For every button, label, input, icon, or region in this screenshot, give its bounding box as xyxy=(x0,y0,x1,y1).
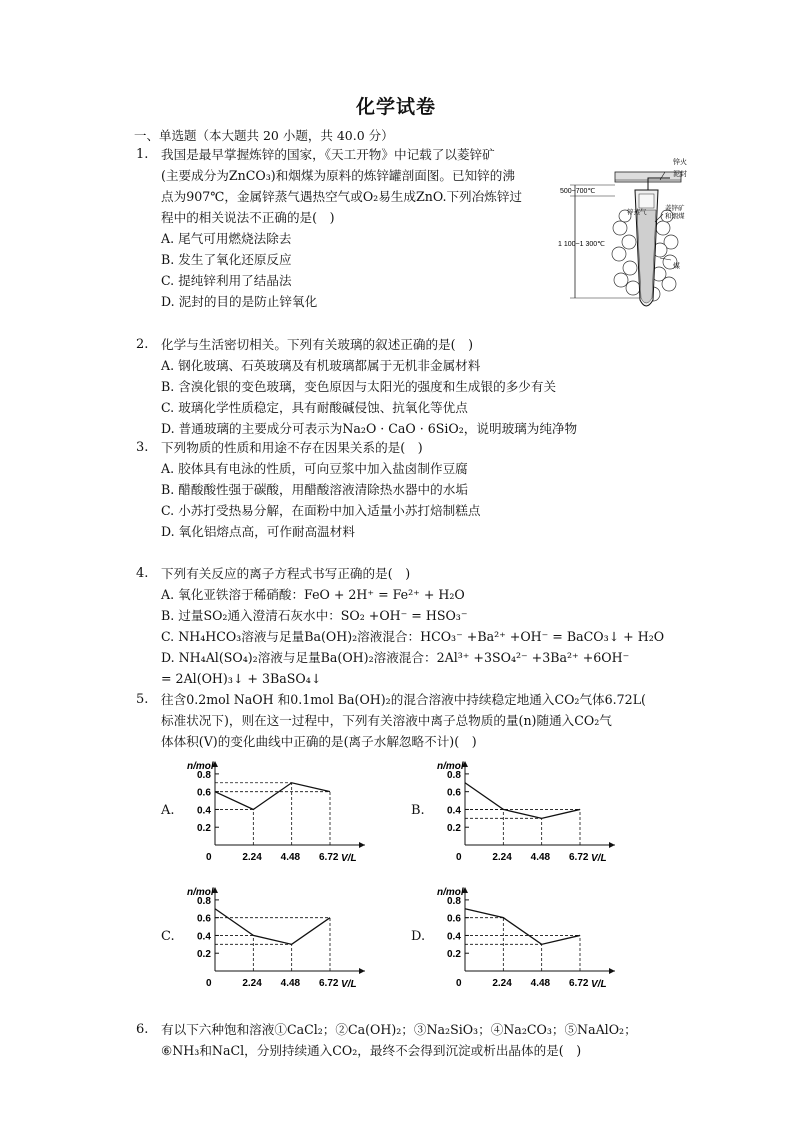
option-d[interactable]: D. 泥封的目的是防止锌氧化 xyxy=(161,294,318,309)
data-series-line xyxy=(215,783,330,810)
question-stem-line: ⑥NH₃和NaCl，分别持续通入CO₂，最终不会得到沉淀或析出晶体的是( ) xyxy=(161,1043,582,1058)
graph-option-b[interactable] xyxy=(433,757,643,867)
question-stem-line: 点为907℃，金属锌蒸气遇热空气或O₂易生成ZnO.下列冶炼锌过 xyxy=(161,189,523,204)
section-heading: 一、单选题（本大题共 20 小题，共 40.0 分） xyxy=(134,128,394,143)
question-number: 2. xyxy=(136,337,149,352)
x-tick-label: 4.48 xyxy=(530,978,551,989)
option-b[interactable]: B. 含溴化银的变色玻璃，变色原因与太阳光的强度和生成银的多少有关 xyxy=(161,379,557,394)
x-tick-label: 4.48 xyxy=(280,852,301,863)
option-d[interactable]: D. 普通玻璃的主要成分可表示为Na₂O · CaO · 6SiO₂，说明玻璃为纯净物 xyxy=(161,421,578,436)
x-axis-label: V/L xyxy=(591,853,607,864)
x-axis-label: V/L xyxy=(591,979,607,990)
origin-label: 0 xyxy=(456,978,462,989)
figure-label-ore: 菱锌矿 xyxy=(665,205,685,212)
option-c[interactable]: C. 小苏打受热易分解，在面粉中加入适量小苏打焙制糕点 xyxy=(161,503,481,518)
question-number: 1. xyxy=(136,147,149,162)
option-d[interactable]: D. NH₄Al(SO₄)₂溶液与足量Ba(OH)₂溶液混合：2Al³⁺ +3SO₄²⁻ +3Ba²⁺ +6OH⁻ xyxy=(161,650,630,665)
option-a[interactable]: A. 钢化玻璃、石英玻璃及有机玻璃都属于无机非金属材料 xyxy=(161,358,481,373)
zinc-smelting-furnace-figure xyxy=(555,150,685,340)
option-a[interactable]: A. 尾气可用燃烧法除去 xyxy=(161,231,292,246)
figure-label-temp-low: 500~700℃ xyxy=(560,188,596,195)
data-series-line xyxy=(465,783,580,819)
figure-label-mud-seal: 泥封 xyxy=(673,171,687,178)
question-stem-line: 体体积(V)的变化曲线中正确的是(离子水解忽略不计)( ) xyxy=(161,734,477,749)
x-tick-label: 4.48 xyxy=(280,978,301,989)
figure-label-zinc-vapor: 锌蒸气 xyxy=(627,209,647,216)
x-axis-label: V/L xyxy=(341,853,357,864)
y-tick-label: 0.6 xyxy=(197,787,211,799)
question-stem: 下列有关反应的离子方程式书写正确的是( ) xyxy=(161,566,411,581)
y-tick-label: 0.2 xyxy=(197,949,211,961)
y-axis-label: n/mol xyxy=(437,761,464,772)
question-stem-line: 标准状况下)，则在这一过程中，下列有关溶液中离子总物质的量(n)随通入CO₂气 xyxy=(161,713,612,728)
option-a[interactable]: A. 氧化亚铁溶于稀硝酸：FeO + 2H⁺ = Fe²⁺ + H₂O xyxy=(161,587,465,602)
y-tick-label: 0.2 xyxy=(447,949,461,961)
question-number: 5. xyxy=(136,692,149,707)
x-tick-label: 2.24 xyxy=(242,852,262,863)
y-axis-label: n/mol xyxy=(187,887,214,898)
y-tick-label: 0.8 xyxy=(197,769,211,781)
option-b[interactable]: B. 醋酸酸性强于碳酸，用醋酸溶液清除热水器中的水垢 xyxy=(161,482,468,497)
origin-label: 0 xyxy=(456,852,462,863)
figure-label-coal-mix: 和烟煤 xyxy=(665,213,685,220)
y-tick-label: 0.6 xyxy=(197,913,211,925)
x-tick-label: 2.24 xyxy=(492,978,512,989)
x-tick-label: 2.24 xyxy=(242,978,262,989)
x-axis-label: V/L xyxy=(341,979,357,990)
question-stem: 化学与生活密切相关。下列有关玻璃的叙述正确的是( ) xyxy=(161,337,474,352)
y-tick-label: 0.4 xyxy=(197,805,211,817)
option-b[interactable]: B. 过量SO₂通入澄清石灰水中：SO₂ +OH⁻ = HSO₃⁻ xyxy=(161,608,468,623)
y-axis-label: n/mol xyxy=(437,887,464,898)
y-tick-label: 0.4 xyxy=(447,805,461,817)
question-number: 4. xyxy=(136,566,149,581)
x-tick-label: 4.48 xyxy=(530,852,551,863)
data-series-line xyxy=(215,909,330,945)
figure-label-zinc-fire: 锌火 xyxy=(673,159,687,166)
x-tick-label: 2.24 xyxy=(492,852,512,863)
graph-option-c[interactable] xyxy=(183,883,393,993)
option-c[interactable]: C. 玻璃化学性质稳定，具有耐酸碱侵蚀、抗氧化等优点 xyxy=(161,400,468,415)
y-tick-label: 0.6 xyxy=(447,913,461,925)
y-tick-label: 0.8 xyxy=(447,895,461,907)
question-stem: 下列物质的性质和用途不存在因果关系的是( ) xyxy=(161,440,423,455)
question-stem-line: 有以下六种饱和溶液①CaCl₂；②Ca(OH)₂；③Na₂SiO₃；④Na₂CO₃；⑤NaAlO₂； xyxy=(161,1022,637,1037)
question-stem-line: (主要成分为ZnCO₃)和烟煤为原料的炼锌罐剖面图。已知锌的沸 xyxy=(161,168,515,183)
origin-label: 0 xyxy=(206,852,212,863)
option-a[interactable]: A. 胶体具有电泳的性质，可向豆浆中加入盐卤制作豆腐 xyxy=(161,461,468,476)
figure-label-coal: 煤 xyxy=(673,263,680,270)
x-axis-arrow xyxy=(359,842,365,848)
question-number: 6. xyxy=(136,1022,149,1037)
x-axis-arrow xyxy=(609,842,615,848)
origin-label: 0 xyxy=(206,978,212,989)
y-tick-label: 0.6 xyxy=(447,787,461,799)
y-tick-label: 0.4 xyxy=(197,931,211,943)
y-tick-label: 0.2 xyxy=(447,823,461,835)
x-tick-label: 6.72 xyxy=(319,852,339,863)
option-c[interactable]: C. NH₄HCO₃溶液与足量Ba(OH)₂溶液混合：HCO₃⁻ +Ba²⁺ +OH⁻ = BaCO₃↓ + H₂O xyxy=(161,629,665,644)
option-b-label[interactable]: B. xyxy=(411,803,425,818)
question-stem-line: 程中的相关说法不正确的是( ) xyxy=(161,210,335,225)
x-axis-arrow xyxy=(359,968,365,974)
x-tick-label: 6.72 xyxy=(569,852,589,863)
y-tick-label: 0.8 xyxy=(447,769,461,781)
option-b[interactable]: B. 发生了氧化还原反应 xyxy=(161,252,292,267)
y-axis-label: n/mol xyxy=(187,761,214,772)
page-title: 化学试卷 xyxy=(356,96,437,118)
question-number: 3. xyxy=(136,440,149,455)
option-a-label[interactable]: A. xyxy=(161,803,175,818)
data-series-line xyxy=(465,909,580,945)
x-axis-arrow xyxy=(609,968,615,974)
x-tick-label: 6.72 xyxy=(319,978,339,989)
option-d-label[interactable]: D. xyxy=(411,929,426,944)
graph-option-a[interactable] xyxy=(183,757,393,867)
figure-label-temp-high: 1 100~1 300℃ xyxy=(558,241,605,248)
x-tick-label: 6.72 xyxy=(569,978,589,989)
y-tick-label: 0.2 xyxy=(197,823,211,835)
option-d[interactable]: D. 氧化铝熔点高，可作耐高温材料 xyxy=(161,524,355,539)
y-tick-label: 0.8 xyxy=(197,895,211,907)
graph-option-d[interactable] xyxy=(433,883,643,993)
y-tick-label: 0.4 xyxy=(447,931,461,943)
option-c[interactable]: C. 提纯锌利用了结晶法 xyxy=(161,273,292,288)
option-c-label[interactable]: C. xyxy=(161,929,175,944)
question-stem-line: 往含0.2mol NaOH 和0.1mol Ba(OH)₂的混合溶液中持续稳定地通入CO₂气体6.72L( xyxy=(161,692,646,707)
option-d-continued: = 2Al(OH)₃↓ + 3BaSO₄↓ xyxy=(161,671,322,686)
question-stem-line: 我国是最早掌握炼锌的国家，《天工开物》中记载了以菱锌矿 xyxy=(161,147,495,162)
